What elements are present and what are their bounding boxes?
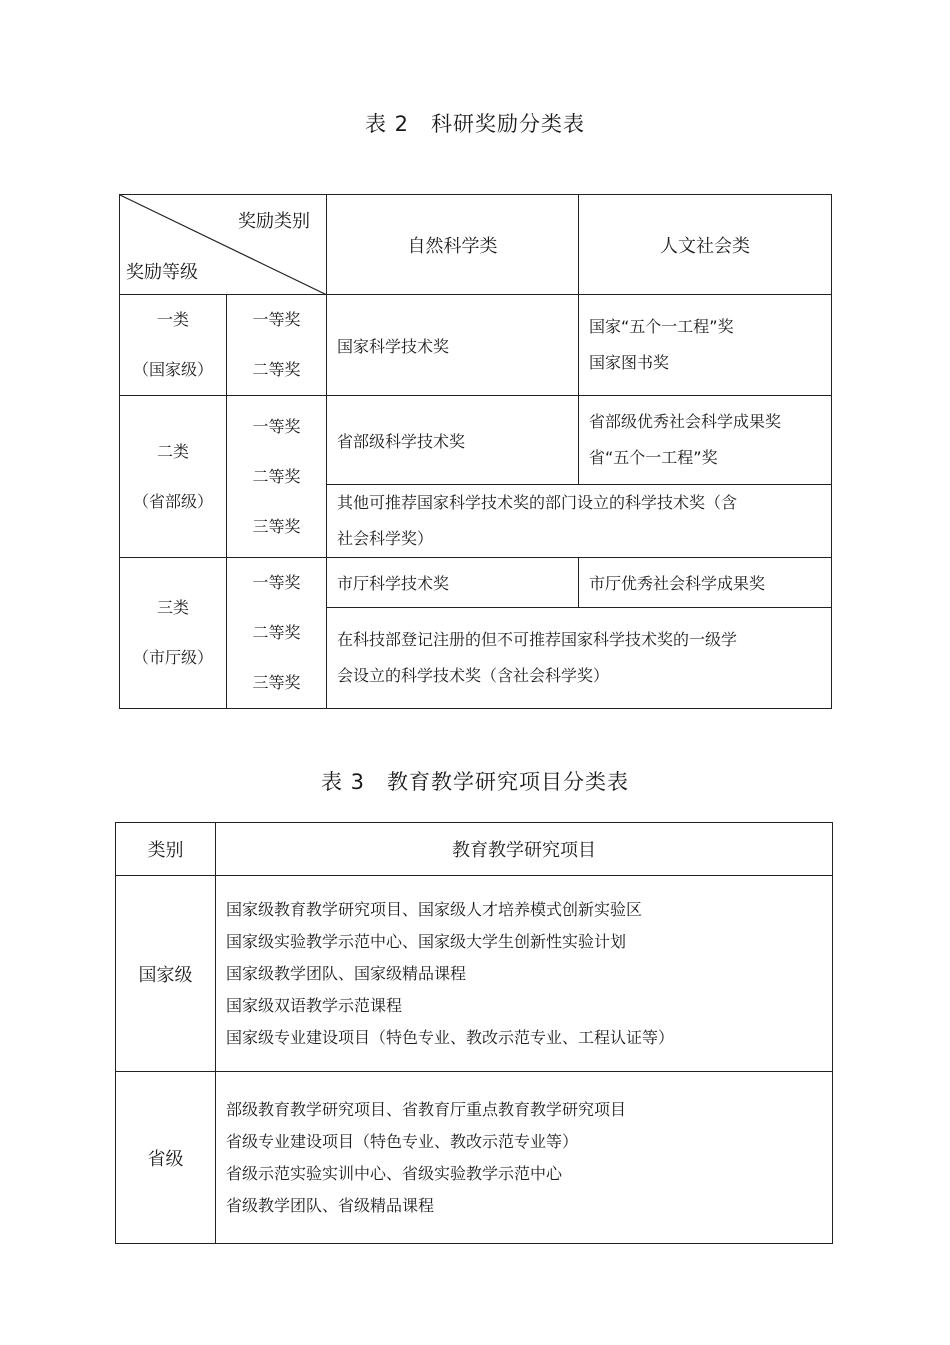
merged-cell (327, 485, 832, 558)
natural-cell: 市厅科学技术奖 (327, 558, 579, 608)
merged-cell (327, 607, 832, 708)
table-row (120, 558, 832, 608)
award-level-label: 奖励等级 (126, 262, 198, 283)
list-item: 国家级双语教学示范课程 (226, 995, 403, 1015)
grade: 一等奖 (252, 573, 301, 592)
table3-title: 表 3 教育教学研究项目分类表 (320, 770, 630, 794)
grade: 二等奖 (252, 360, 301, 379)
list-item: 国家级实验教学示范中心、国家级大学生创新性实验计划 (226, 931, 627, 951)
items-cell (216, 876, 833, 1072)
award-category-label: 奖励类别 (238, 211, 310, 232)
humanities-cell (579, 396, 832, 485)
level-sub: （国家级） (132, 360, 213, 379)
list-item: 省级教学团队、省级精品课程 (226, 1195, 435, 1215)
grade-cell (227, 558, 327, 709)
list-item: 国家级教育教学研究项目、国家级人才培养模式创新实验区 (226, 899, 643, 919)
grade-cell (227, 295, 327, 396)
table-row (120, 396, 832, 485)
list-item: 国家级专业建设项目（特色专业、教改示范专业、工程认证等） (226, 1027, 675, 1047)
col-header-natural: 自然科学类 (327, 195, 579, 295)
level-cell (120, 558, 227, 709)
table-row (116, 1072, 833, 1244)
grade: 三等奖 (252, 516, 301, 536)
table-row (120, 295, 832, 396)
humanities-line: 省“五个一工程”奖 (589, 448, 718, 467)
natural-cell: 国家科学技术奖 (327, 295, 579, 396)
level-cell (120, 396, 227, 558)
level-cell (120, 295, 227, 396)
list-item: 省级专业建设项目（特色专业、教改示范专业等） (226, 1131, 579, 1151)
grade: 一等奖 (252, 310, 301, 329)
humanities-line: 省部级优秀社会科学成果奖 (589, 412, 782, 431)
humanities-line: 国家“五个一工程”奖 (589, 317, 734, 336)
research-award-table (119, 194, 832, 709)
humanities-cell (579, 295, 832, 396)
teaching-project-table (115, 822, 833, 1244)
humanities-cell: 市厅优秀社会科学成果奖 (579, 558, 832, 608)
grade: 三等奖 (252, 673, 301, 692)
grade: 二等奖 (252, 466, 301, 486)
category-cell: 国家级 (116, 876, 216, 1072)
level-name: 一类 (156, 310, 189, 329)
list-item: 国家级教学团队、国家级精品课程 (226, 963, 467, 983)
humanities-line: 国家图书奖 (589, 353, 670, 372)
category-cell: 省级 (116, 1072, 216, 1244)
col-header-category: 类别 (116, 823, 216, 876)
level-name: 二类 (156, 441, 189, 461)
grade: 二等奖 (252, 623, 301, 642)
level-sub: （市厅级） (132, 648, 213, 667)
list-item: 省级示范实验实训中心、省级实验教学示范中心 (226, 1163, 563, 1183)
grade: 一等奖 (252, 416, 301, 436)
table-header-row (116, 823, 833, 876)
natural-cell: 省部级科学技术奖 (327, 396, 579, 485)
diagonal-header-cell (120, 195, 327, 295)
merged-line: 在科技部登记注册的但不可推荐国家科学技术奖的一级学 (337, 629, 738, 649)
level-sub: （省部级） (132, 491, 213, 511)
grade-cell (227, 396, 327, 558)
merged-line: 社会科学奖） (337, 529, 434, 548)
col-header-humanities: 人文社会类 (579, 195, 832, 295)
table2-title: 表 2 科研奖励分类表 (364, 112, 586, 136)
col-header-projects: 教育教学研究项目 (216, 823, 833, 876)
table-row (116, 876, 833, 1072)
merged-line: 其他可推荐国家科学技术奖的部门设立的科学技术奖（含 (337, 493, 738, 512)
list-item: 部级教育教学研究项目、省教育厅重点教育教学研究项目 (226, 1099, 627, 1119)
items-cell (216, 1072, 833, 1244)
merged-line: 会设立的科学技术奖（含社会科学奖） (337, 665, 610, 685)
level-name: 三类 (156, 598, 189, 617)
